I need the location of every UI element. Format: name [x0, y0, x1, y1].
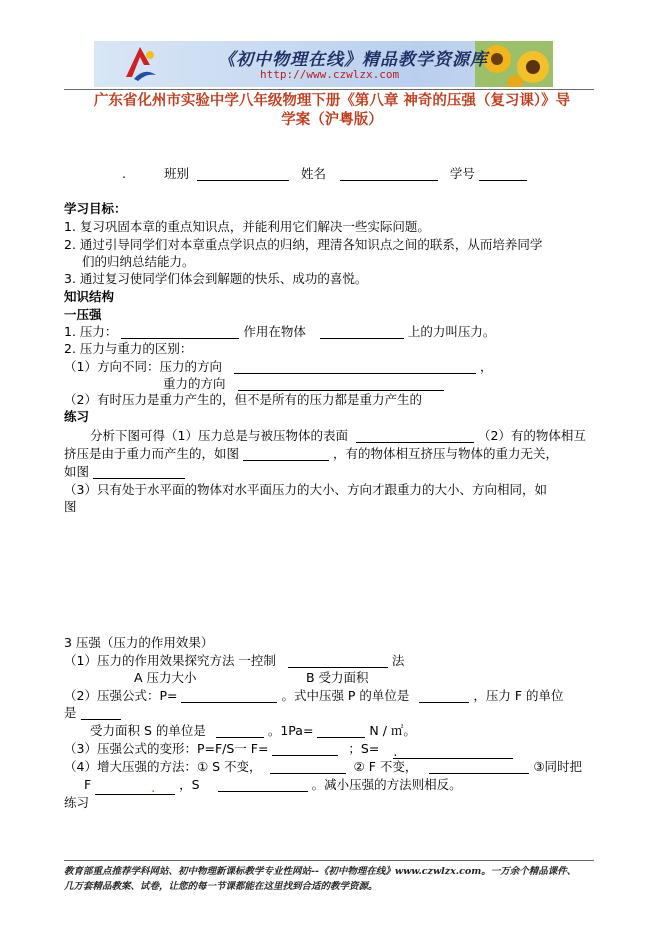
force-unit-blank[interactable] [81, 705, 121, 720]
footer [64, 864, 604, 894]
pressure-line [64, 757, 582, 775]
objectives-heading: 学习目标： [64, 201, 127, 216]
pressure-text: 。1Pa= [267, 723, 314, 738]
header-banner [94, 41, 553, 87]
increase-blank-2[interactable] [429, 759, 529, 774]
practice-text: 分析下图可得（1）压力总是与被压物体的表面 [90, 428, 348, 443]
class-label: 班别 [163, 166, 189, 181]
pressure-text: 。减小压强的方法则相反。 [311, 777, 462, 792]
pressure-text: （1）压力的作用效果探究方法 一控制 [64, 653, 276, 668]
practice-heading-2: 练习 [64, 795, 90, 810]
figure-blank-1[interactable] [243, 446, 329, 461]
question-direction-pressure [64, 357, 492, 375]
pressure-text: ③同时把 [533, 759, 583, 774]
footer-divider [64, 860, 594, 861]
practice-line: （3）只有处于水平面的物体对水平面压力的大小、方向才跟重力的大小、方向相同，如 [64, 482, 547, 497]
pressure-text: （4）增大压强的方法：① S 不变， [64, 759, 262, 774]
q1-blank-1[interactable] [121, 324, 239, 339]
control-method-blank[interactable] [288, 653, 388, 668]
force-formula-blank[interactable] [272, 741, 338, 756]
name-label: 姓名 [300, 166, 326, 181]
q1-suffix: 上的力叫压力。 [407, 324, 496, 339]
pressure-text: ，S [179, 777, 200, 792]
surface-blank[interactable] [356, 428, 474, 443]
objective-item: 们的归纳总结能力。 [82, 254, 195, 269]
banner-title: 《初中物理在线》精品教学资源库 [218, 50, 488, 70]
question-difference: 2. 压力与重力的区别： [64, 341, 193, 356]
number-blank[interactable] [479, 166, 527, 181]
practice-text: 如图 [64, 464, 90, 479]
document-title-line2: 学案（沪粤版） [281, 112, 383, 128]
practice-line [90, 426, 586, 444]
figure-blank-2[interactable] [93, 464, 185, 479]
practice-line [64, 444, 558, 462]
practice-text: ，有的物体相互挤压与物体的重力无关， [332, 446, 558, 461]
note-pressure-gravity: （2）有时压力是重力产生的，但不是所有的压力都是重力产生的 [64, 392, 422, 407]
pressure-unit-blank[interactable] [419, 688, 469, 703]
pressure-text: ② F 不变， [353, 759, 418, 774]
pressure-line [64, 703, 121, 721]
pressure-line [64, 686, 564, 704]
blank-dot: . [393, 744, 398, 759]
document-title [62, 92, 602, 130]
increase-blank-1[interactable] [270, 759, 346, 774]
blank-dot: . [151, 780, 156, 795]
area-unit-blank[interactable] [216, 723, 264, 738]
structure-heading: 知识结构 [64, 289, 115, 304]
q2-1-comma: ， [479, 359, 493, 374]
practice-line: 图 [64, 499, 77, 514]
pressure-direction-blank[interactable] [234, 359, 476, 374]
objective-item: 2. 通过引导同学们对本章重点学识点的归纳，理清各知识点之间的联系，从而培养同学 [64, 237, 543, 252]
pressure-text: 。式中压强 P 的单位是 [281, 688, 410, 703]
pressure-section-heading: 3 压强（压力的作用效果） [64, 635, 214, 650]
pressure-line [64, 651, 404, 669]
gravity-direction-blank[interactable] [238, 376, 444, 391]
objective-item: 1. 复习巩固本章的重点知识点，并能利用它们解决一些实际问题。 [64, 219, 430, 234]
header-divider [64, 89, 594, 90]
student-info-row [122, 164, 527, 182]
question-force-definition [64, 322, 495, 340]
section-pressure-heading: 一压强 [64, 307, 102, 322]
pressure-line [90, 721, 416, 739]
footer-line: 几万套精品教案、试卷，让您的每一节课都能在这里找到合适的教学资源。 [64, 881, 378, 892]
practice-text: 挤压是由于重力而产生的，如图 [64, 446, 240, 461]
name-blank[interactable] [340, 166, 438, 181]
pressure-text: ，压力 F 的单位 [473, 688, 564, 703]
pascal-blank[interactable] [317, 723, 365, 738]
increase-blank-4[interactable] [218, 777, 308, 792]
pressure-text: F [84, 777, 92, 792]
document-title-line1: 广东省化州市实验中学八年级物理下册《第八章 神奇的压强（复习课）》导 [93, 93, 571, 109]
number-label: 学号 [449, 166, 475, 181]
q1-text: 作用在物体 [243, 324, 306, 339]
gravity-direction-label: 重力的方向 [163, 376, 226, 391]
q1-blank-2[interactable] [320, 324, 404, 339]
practice-line [64, 462, 185, 480]
pressure-text: 法 [391, 653, 405, 668]
q2-1-label: （1）方向不同：压力的方向 [64, 359, 222, 374]
class-blank[interactable] [197, 166, 289, 181]
footer-line: 教育部重点推荐学科网站、初中物理新课标教学专业性网站--《初中物理在线》www.czwlzx.com。一万余个精品课件、 [64, 866, 577, 877]
objective-item: 3. 通过复习使同学们体会到解题的快乐、成功的喜悦。 [64, 271, 368, 286]
pressure-text: N / ㎡。 [369, 723, 416, 738]
pressure-text: 是 [64, 705, 77, 720]
practice-heading: 练习 [64, 409, 90, 424]
pressure-text: （3）压强公式的变形：P=F/S一 F= [64, 741, 269, 756]
practice-text: （2）有的物体相互 [477, 428, 586, 443]
pressure-line [64, 739, 513, 759]
site-logo-icon [120, 45, 160, 83]
option-b: B 受力面积 [306, 670, 369, 685]
banner-url: http://www.czwlzx.com [260, 68, 400, 81]
pressure-text: （2）压强公式：P= [64, 688, 178, 703]
info-dot: . [122, 166, 126, 181]
increase-blank-3[interactable] [95, 780, 175, 795]
q1-label: 1. 压力： [64, 324, 118, 339]
formula-blank[interactable] [181, 688, 277, 703]
pressure-text: ；S= [348, 741, 380, 756]
pressure-text: 受力面积 S 的单位是 [90, 723, 206, 738]
option-a: A 压力大小 [134, 670, 197, 685]
pressure-line [84, 775, 462, 795]
